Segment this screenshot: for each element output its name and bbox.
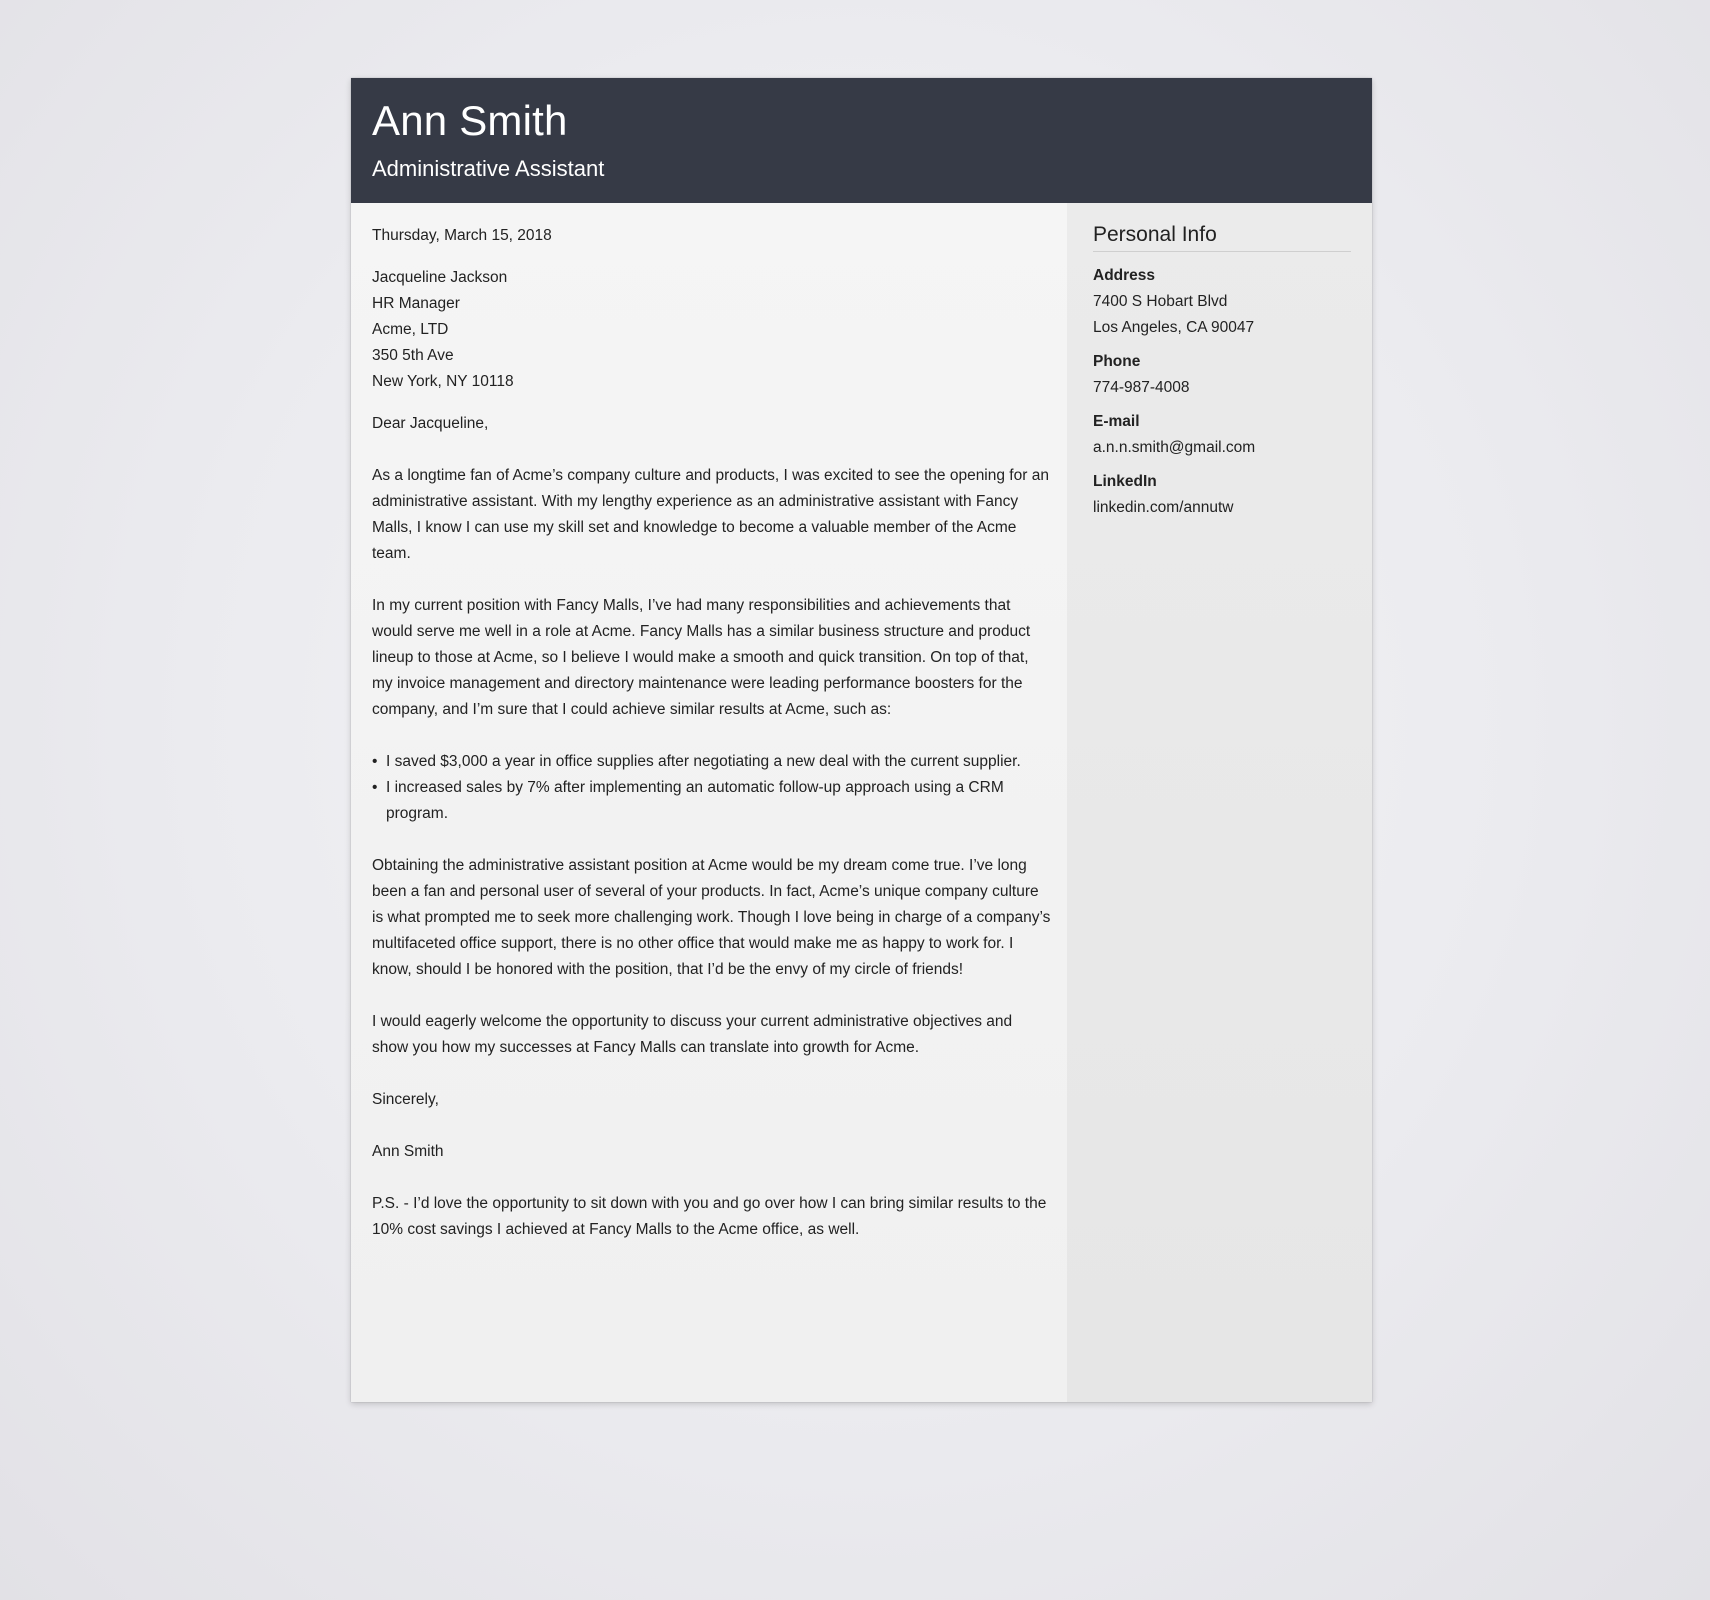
paragraph-motivation: Obtaining the administrative assistant position at Acme would be my dream come true. I’ve long been a fan and personal user of several of your products. In fact, Acme’s unique company culture is what prompted me to seek more challenging work. Though I love being in charge of a company’s multifaceted office support, there is no other office that would make me as happy to work for. I know, should I be honored with the position, that I’d be the envy of my circle of friends! (372, 857, 1051, 978)
achievement-text: I increased sales by 7% after implementing an automatic follow-up approach using a CRM program. (386, 779, 1004, 822)
recipient-title: HR Manager (372, 295, 460, 312)
personal-info-sidebar (1067, 203, 1372, 1402)
bullet-icon: • (372, 753, 378, 770)
letter-date: Thursday, March 15, 2018 (372, 227, 552, 244)
recipient-street: 350 5th Ave (372, 347, 454, 364)
recipient-name: Jacqueline Jackson (372, 269, 508, 286)
list-item (372, 775, 1052, 827)
applicant-title: Administrative Assistant (372, 156, 605, 181)
phone-value: 774-987-4008 (1093, 379, 1190, 396)
list-item (372, 749, 1052, 775)
paragraph-intro: As a longtime fan of Acme’s company culture and products, I was excited to see the opening for an administrative assistant. With my lengthy experience as an administrative assistant with Fancy Malls, I know I can use my skill set and knowledge to become a valuable member of the Acme team. (372, 467, 1049, 562)
recipient-city: New York, NY 10118 (372, 373, 514, 390)
contact-details (1093, 263, 1351, 521)
achievements-list (372, 749, 1052, 827)
achievement-text: I saved $3,000 a year in office supplies after negotiating a new deal with the current supplier. (386, 753, 1021, 770)
signature: Ann Smith (372, 1143, 444, 1160)
linkedin-value: linkedin.com/annutw (1093, 499, 1234, 516)
letter-body-column (351, 203, 1067, 1402)
cover-letter-page (351, 78, 1372, 1402)
closing: Sincerely, (372, 1091, 439, 1108)
address-line-1: 7400 S Hobart Blvd (1093, 293, 1228, 310)
address-line-2: Los Angeles, CA 90047 (1093, 319, 1255, 336)
postscript: P.S. - I’d love the opportunity to sit down with you and go over how I can bring similar results to the 10% cost savings I achieved at Fancy Malls to the Acme office, as well. (372, 1195, 1047, 1238)
phone-label: Phone (1093, 353, 1141, 370)
letter-content (372, 223, 1052, 1269)
salutation: Dear Jacqueline, (372, 415, 489, 432)
bullet-icon: • (372, 779, 378, 796)
sidebar-title: Personal Info (1093, 223, 1351, 252)
email-label: E-mail (1093, 413, 1140, 430)
paragraph-experience: In my current position with Fancy Malls, I’ve had many responsibilities and achievements that would serve me well in a role at Acme. Fancy Malls has a similar business structure and product lineup to those at Acme, so I believe I would make a smooth and quick transition. On top of that, my invoice management and directory maintenance were leading performance boosters for the company, and I’m sure that I could achieve similar results at Acme, such as: (372, 597, 1031, 718)
linkedin-label: LinkedIn (1093, 473, 1157, 490)
email-value: a.n.n.smith@gmail.com (1093, 439, 1256, 456)
recipient-block (372, 265, 1052, 395)
applicant-name: Ann Smith (372, 97, 568, 144)
paragraph-call-to-action: I would eagerly welcome the opportunity to discuss your current administrative objectives and show you how my successes at Fancy Malls can translate into growth for Acme. (372, 1013, 1013, 1056)
address-label: Address (1093, 267, 1156, 284)
recipient-company: Acme, LTD (372, 321, 449, 338)
letter-header (351, 78, 1372, 203)
